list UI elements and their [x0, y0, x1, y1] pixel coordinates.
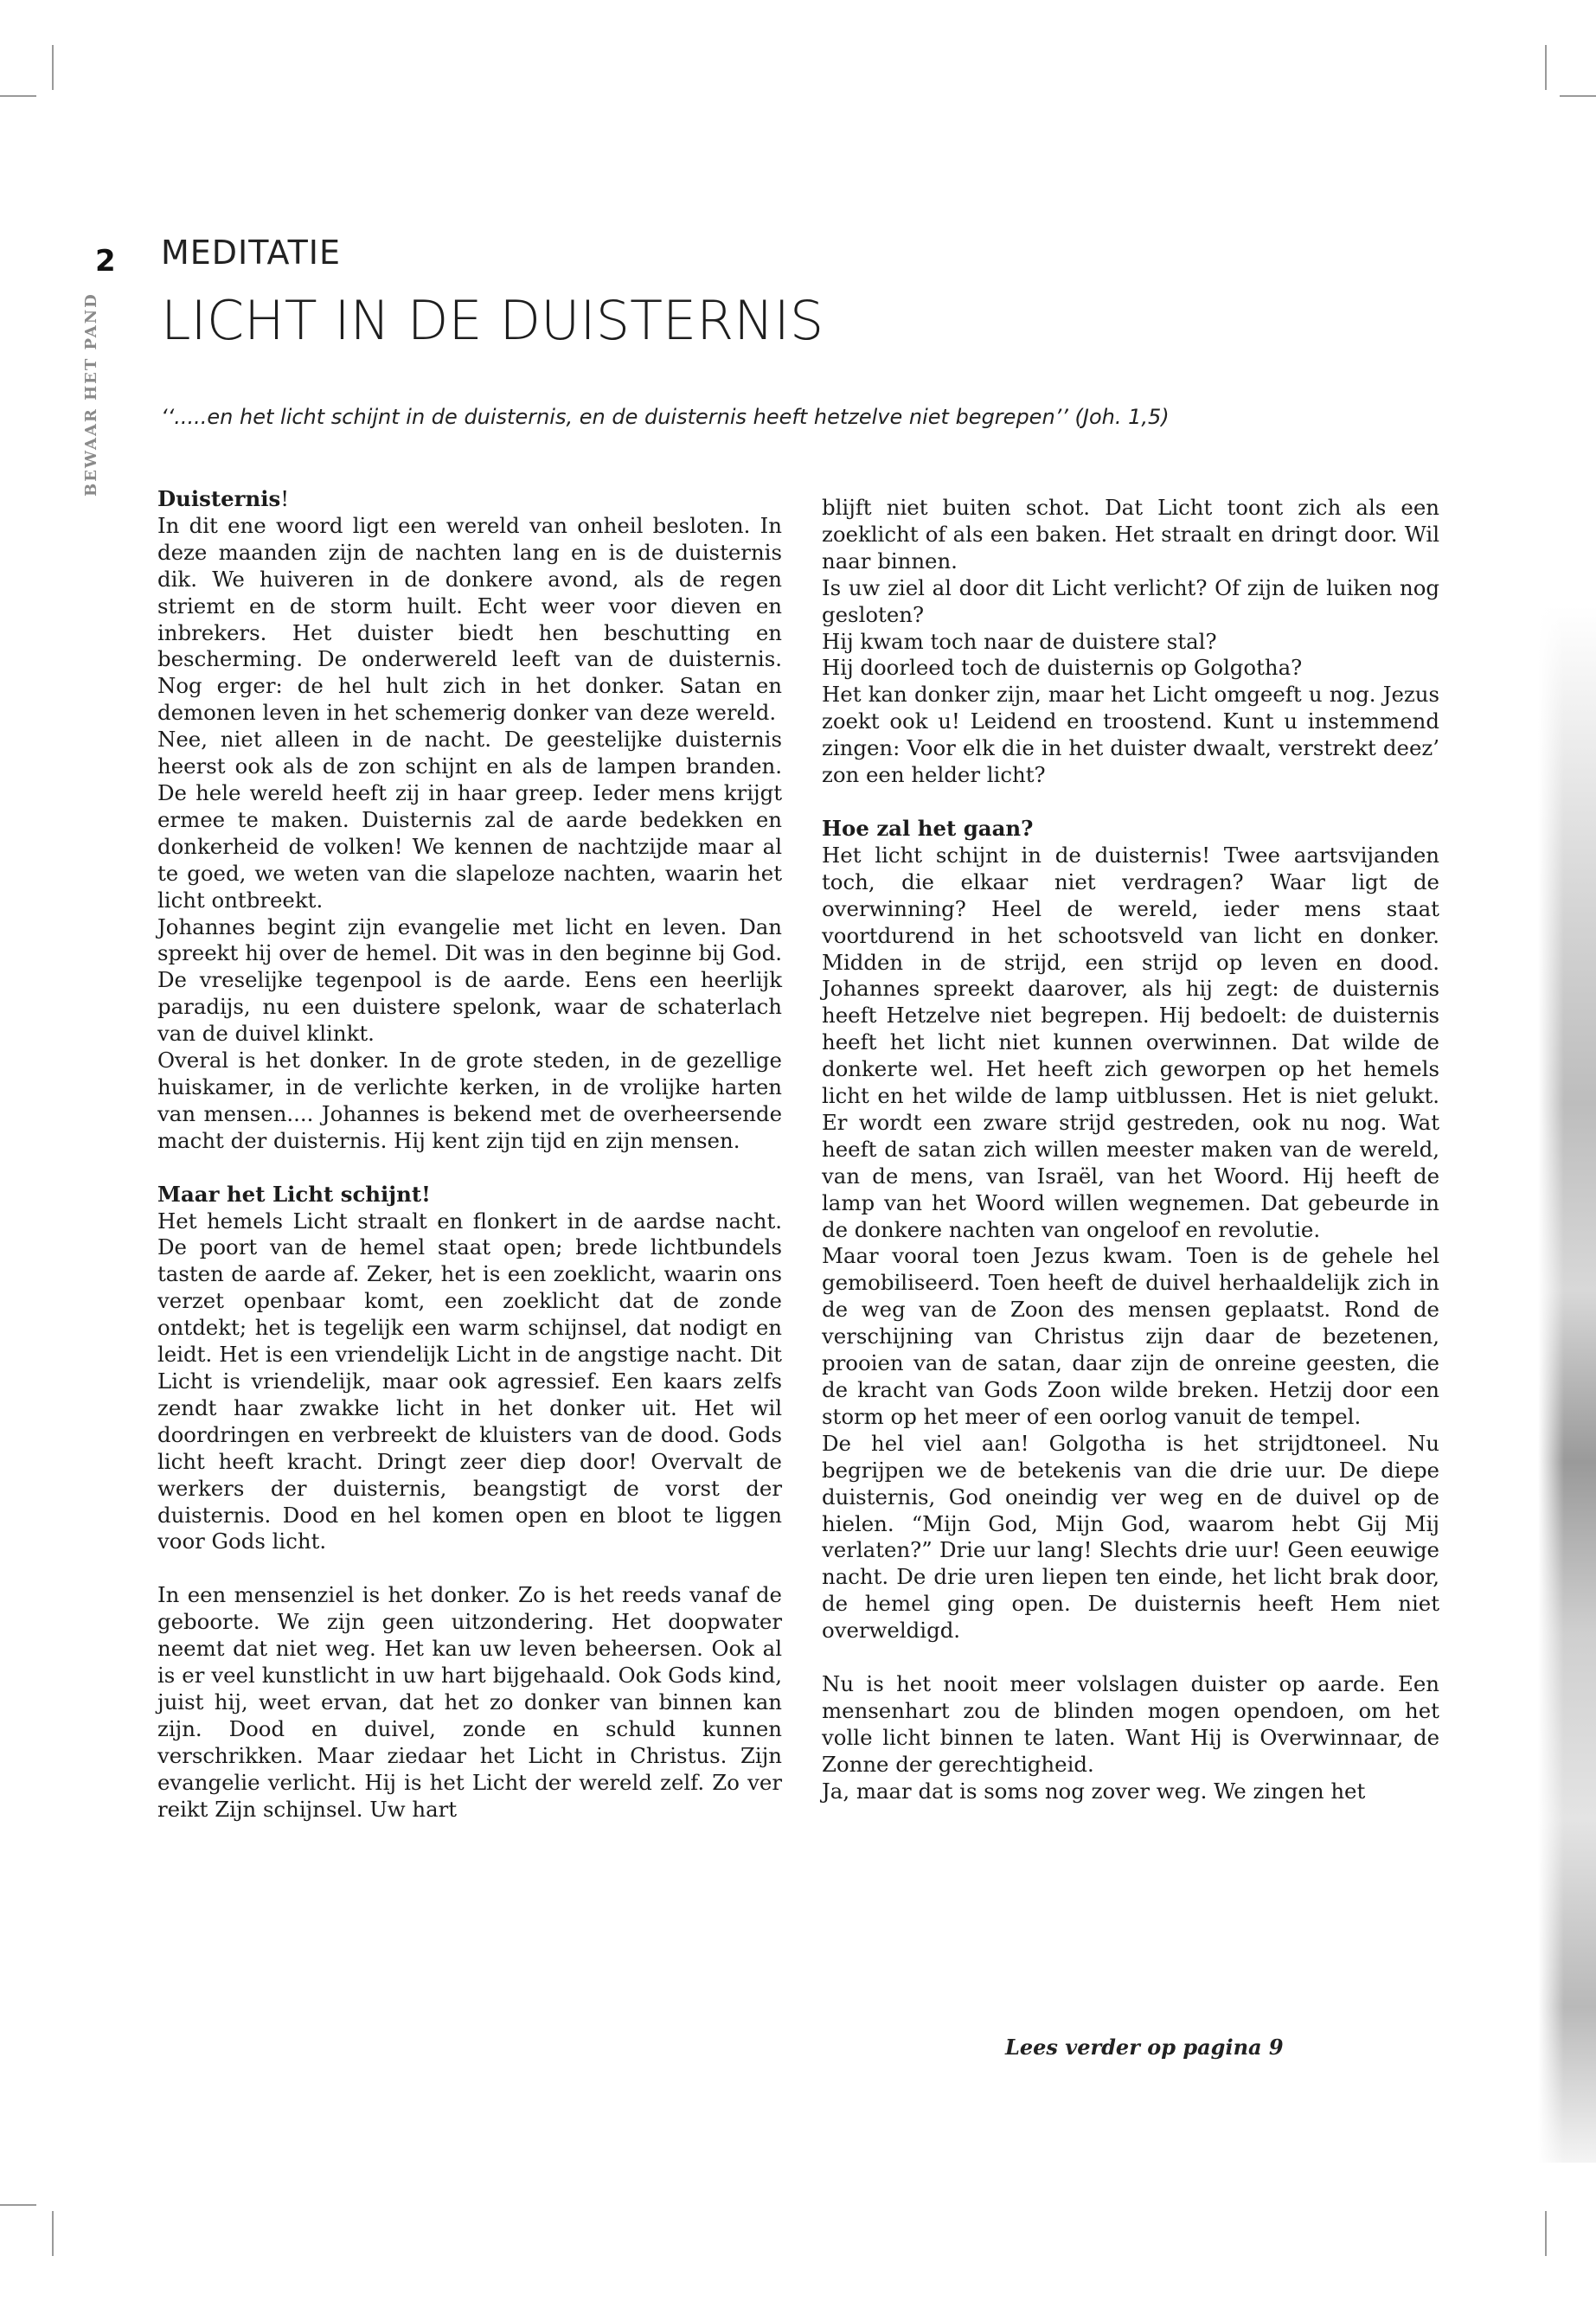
body-paragraph: Ja, maar dat is soms nog zover weg. We zingen het [822, 1778, 1366, 1804]
left-column [157, 486, 782, 1823]
crop-mark [1545, 2211, 1547, 2256]
heading-text: Duisternis [157, 486, 281, 511]
body-paragraph: In dit ene woord ligt een wereld van onheil besloten. In deze maanden zijn de nachten lang en is de duisternis dik. We huiveren in de donkere avond, als de regen striemt en de storm huilt. Echt weer voor dieven en inbrekers. Het duister biedt hen beschutting en bescherming. De onderwereld leeft van de duisternis. Nog erger: de hel hult zich in het donker. Satan en demonen leven in het schemerig donker van deze wereld. [157, 512, 782, 726]
section-heading [157, 486, 782, 513]
crop-mark [0, 95, 36, 97]
crop-mark [52, 45, 54, 90]
body-paragraph: Maar vooral toen Jezus kwam. Toen is de gehele hel gemobiliseerd. Toen heeft de duivel herhaaldelijk zich in de weg van de Zoon des mensen geplaatst. Rond de verschijning van Christus zijn daar de bezetenen, prooien van de satan, daar zijn de onreine geesten, die de kracht van Gods Zoon wilde breken. Hetzij door een storm op het meer of een oorlog vanuit de tempel. [822, 1243, 1439, 1429]
heading-suffix: ! [280, 486, 290, 511]
body-paragraph: Johannes begint zijn evangelie met licht en leven. Dan spreekt hij over de hemel. Dit was in den beginne bij God. De vreselijke tegenpool is de aarde. Eens een heerlijk paradijs, nu een duistere spelonk, waar de schaterlach van de duivel klinkt. [157, 913, 782, 1047]
body-paragraph: Nee, niet alleen in de nacht. De geestelijke duisternis heerst ook als de zon schijnt en als de lampen branden. De hele wereld heeft zij in haar greep. Ieder mens krijgt ermee te maken. Duisternis zal de aarde bedekken en donkerheid de volken! We kennen de nachtzijde maar al te goed, we weten van die slapeloze nachten, waarin het licht ontbreekt. [157, 727, 782, 913]
body-paragraph: Het licht schijnt in de duisternis! Twee aartsvijanden toch, die elkaar niet verdragen? Waar ligt de overwinning? Heel de wereld, ieder mens staat voortdurend in het schootsveld van licht en donker. Midden in de strijd, een strijd op leven en dood. Johannes spreekt daarover, als hij zegt: de duisternis heeft Hetzelve niet begrepen. Hij bedoelt: de duisternis heeft het licht niet kunnen overwinnen. Dat wilde de donkerte wel. Het heeft zich geworpen op het hemels licht en het wilde de lamp uitblussen. Het is niet gelukt. Er wordt een zware strijd gestreden, ook nu nog. Wat heeft de satan zich willen meester maken van de wereld, van de mens, van Israël, van het Woord. Hij heeft de lamp van het Woord willen wegnemen. Dat gebeurde in de donkere nachten van ongeloof en revolutie. [822, 842, 1439, 1242]
crop-mark [52, 2211, 54, 2256]
body-paragraph: Het hemels Licht straalt en flonkert in de aardse nacht. De poort van de hemel staat open; brede lichtbundels tasten de aarde af. Zeker, het is een zoeklicht, waarin ons verzet openbaar komt, een zoeklicht dat de zonde ontdekt; het is tegelijk een warm schijnsel, dat nodigt en leidt. Het is een vriendelijk Licht in de angstige nacht. Dit Licht is vriendelijk, maar ook agressief. Een kaars zelfs zendt haar zwakke licht in het donker uit. Het wil doordringen en verbreekt de kluisters van de dood. Gods licht heeft kracht. Dringt zeer diep door! Overvalt de werkers der duisternis, beangstigt de vorst der duisternis. Dood en hel komen open en bloot te liggen voor Gods licht. [157, 1208, 782, 1554]
body-paragraph: blijft niet buiten schot. Dat Licht toont zich als een zoeklicht of als een baken. Het straalt en dringt door. Wil naar binnen. [822, 495, 1439, 574]
side-label: BEWAAR HET PAND [82, 292, 100, 497]
section-heading: Hoe zal het gaan? [822, 815, 1034, 841]
body-paragraph: Hij kwam toch naar de duistere stal? [822, 628, 1217, 654]
crop-mark [0, 2204, 36, 2206]
section-heading: Maar het Licht schijnt! [157, 1181, 431, 1207]
page-number: 2 [95, 244, 116, 279]
body-paragraph: De hel viel aan! Golgotha is het strijdtoneel. Nu begrijpen we de betekenis van die drie uur. De diepe duisternis, God oneindig ver weg en de duivel op de hielen. “Mijn God, Mijn God, waarom hebt Gij Mij verlaten?” Drie uur lang! Slechts drie uur! Geen eeuwige nacht. De drie uren liepen ten einde, het licht brak door, de hemel ging open. De duisternis heeft Hem niet overweldigd. [822, 1430, 1439, 1644]
body-paragraph: Nu is het nooit meer volslagen duister op aarde. Een mensenhart zou de blinden mogen opendoen, om het volle licht binnen te laten. Want Hij is Overwinnaar, de Zonne der gerechtigheid. [822, 1671, 1439, 1777]
epigraph: ‘‘.....en het licht schijnt in de duisternis, en de duisternis heeft hetzelve niet begrepen’’ (Joh. 1,5) [161, 405, 1170, 429]
body-paragraph: In een mensenziel is het donker. Zo is het reeds vanaf de geboorte. We zijn geen uitzondering. Het doopwater neemt dat niet weg. Het kan uw leven beheersen. Ook al is er veel kunstlicht in uw hart bijgehaald. Ook Gods kind, juist hij, weet ervan, dat het zo donker van binnen kan zijn. Dood en duivel, zonde en schuld kunnen verschrikken. Maar ziedaar het Licht in Christus. Zijn evangelie verlicht. Hij is het Licht der wereld zelf. Zo ver reikt Zijn schijnsel. Uw hart [157, 1582, 782, 1822]
section-kicker: MEDITATIE [161, 234, 341, 272]
body-paragraph: Is uw ziel al door dit Licht verlicht? Of zijn de luiken nog gesloten? [822, 574, 1439, 627]
body-paragraph: Hij doorleed toch de duisternis op Golgotha? [822, 655, 1303, 681]
crop-mark [1545, 45, 1547, 90]
crop-mark [1560, 95, 1596, 97]
body-paragraph: Het kan donker zijn, maar het Licht omgeeft u nog. Jezus zoekt ook u! Leidend en troostend. Kunt u instemmend zingen: Voor elk die in het duister dwaalt, verstrekt deez’ zon een helder licht? [822, 682, 1439, 788]
body-paragraph: Overal is het donker. In de grote steden, in de gezellige huiskamer, in de verlichte kerken, in de vrolijke harten van mensen.... Johannes is bekend met de overheersende macht der duisternis. Hij kent zijn tijd en zijn mensen. [157, 1048, 782, 1153]
continue-note: Lees verder op pagina 9 [1005, 2035, 1284, 2060]
edge-photo [1538, 606, 1596, 2163]
right-column [822, 495, 1439, 1805]
page-title: LICHT IN DE DUISTERNIS [161, 289, 824, 352]
